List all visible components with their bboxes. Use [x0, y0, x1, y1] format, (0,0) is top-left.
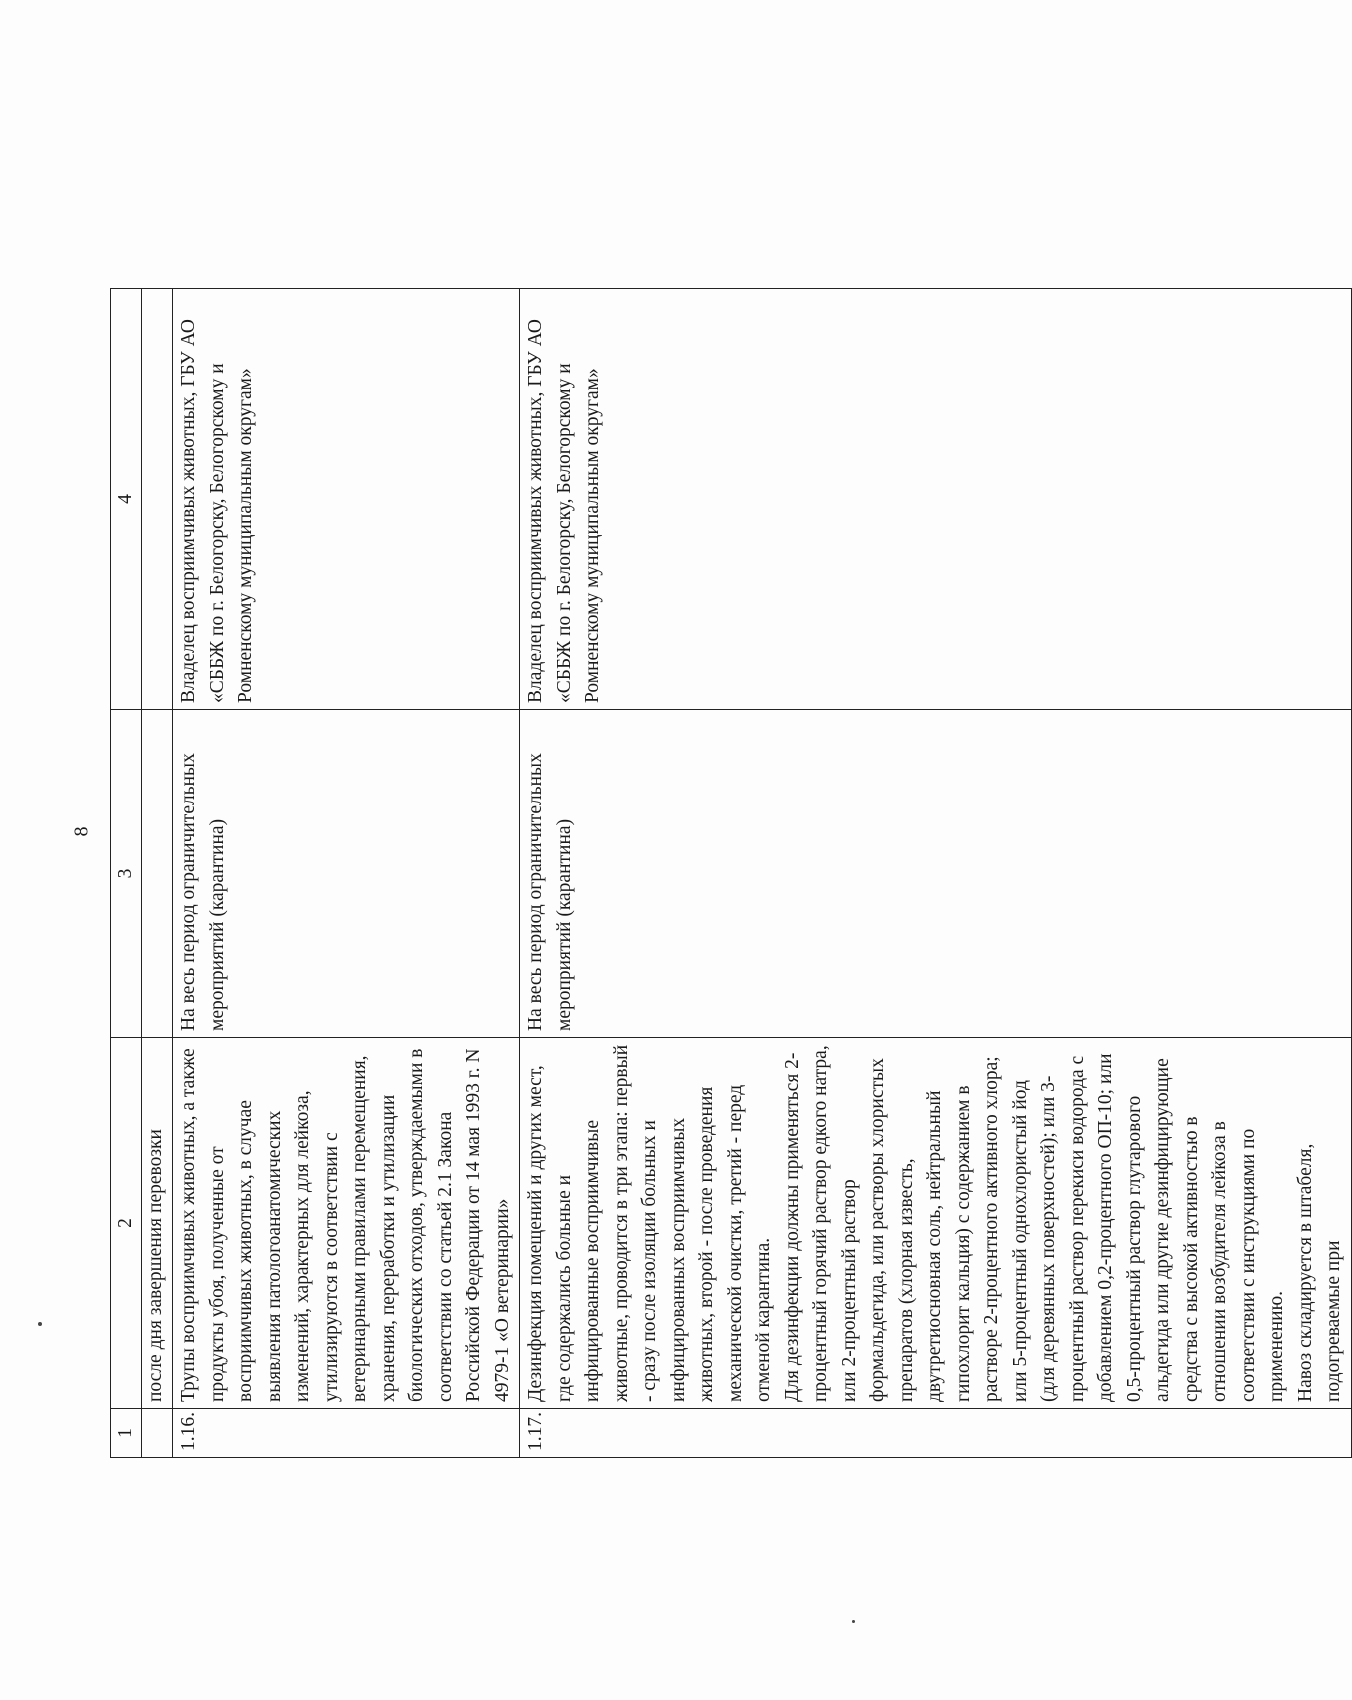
measures-table [110, 288, 1352, 1458]
continuation-col-3 [142, 710, 173, 1038]
responsible-text: Владелец восприимчивых животных, ГБУ АО «СББЖ по г. Белогорску, Белогорскому и Ромненскому муниципальным округам» [520, 289, 1352, 710]
rotated-table-container [110, 293, 1344, 1458]
measure-paragraph: Навоз складируется в штабеля, подогреваемые при [1294, 1143, 1344, 1402]
measure-text: Трупы восприимчивых животных, а также продукты убоя, полученные от восприимчивых животных, в случае выявления патологоанатомических изменений, характерных для лейкоза, утилизируются в соответствии с ветеринарными правилами перемещения, хранения, переработки и утилизации биологических отходов, утверждаемыми в соответствии со статьей 2.1 Закона Российской Федерации от 14 мая 1993 г. N 4979-1 «О ветеринарии» [173, 1038, 520, 1409]
table-row-1-16 [173, 289, 520, 1458]
term-text: На весь период ограничительных мероприятий (карантина) [520, 710, 1352, 1038]
responsible-text: Владелец восприимчивых животных, ГБУ АО «СББЖ по г. Белогорску, Белогорскому и Ромненскому муниципальным округам» [173, 289, 520, 710]
term-text: На весь период ограничительных мероприятий (карантина) [173, 710, 520, 1038]
scan-speck [38, 1322, 42, 1326]
measure-paragraph: Для дезинфекции должны применяться 2-процентный горячий раствор едкого натра, или 2-процентный раствор формальдегида, или растворы хлористых препаратов (хлорная известь, двутретиосновная соль, нейтральный гипохлорит кальция) с содержанием в растворе 2-процентного активного хлора; или 5-процентный однохлористый йод (для деревянных поверхностей); или 3-процентный раствор перекиси водорода с добавлением 0,2-процентного ОП-10; или 0,5-процентный раствор глутарового альдегида или другие дезинфицирующие средства с высокой активностью в отношении возбудителя лейкоза в соответствии с инструкциями по применению. [781, 1045, 1287, 1402]
table-row-1-17 [520, 289, 1352, 1458]
row-number: 1.17. [520, 1409, 1352, 1458]
continuation-col-4 [142, 289, 173, 710]
page-number: 8 [70, 826, 93, 837]
header-col-4: 4 [111, 289, 142, 710]
measure-paragraph: Дезинфекция помещений и других мест, где содержались больные и инфицированные восприимчивые животные, проводится в три этапа: первый - сразу после изоляции больных и инфицированных восприимчивых животных, второй - после проведения механической очистки, третий - перед отменой карантина. [525, 1044, 774, 1402]
scan-speck [852, 1620, 855, 1623]
row-number: 1.16. [173, 1409, 520, 1458]
continuation-col-1 [142, 1409, 173, 1458]
header-col-3: 3 [111, 710, 142, 1038]
table-header-row [111, 289, 142, 1458]
continuation-col-2: после дня завершения перевозки [142, 1038, 173, 1409]
header-col-2: 2 [111, 1038, 142, 1409]
header-col-1: 1 [111, 1409, 142, 1458]
measure-text [520, 1038, 1352, 1409]
continuation-row [142, 289, 173, 1458]
